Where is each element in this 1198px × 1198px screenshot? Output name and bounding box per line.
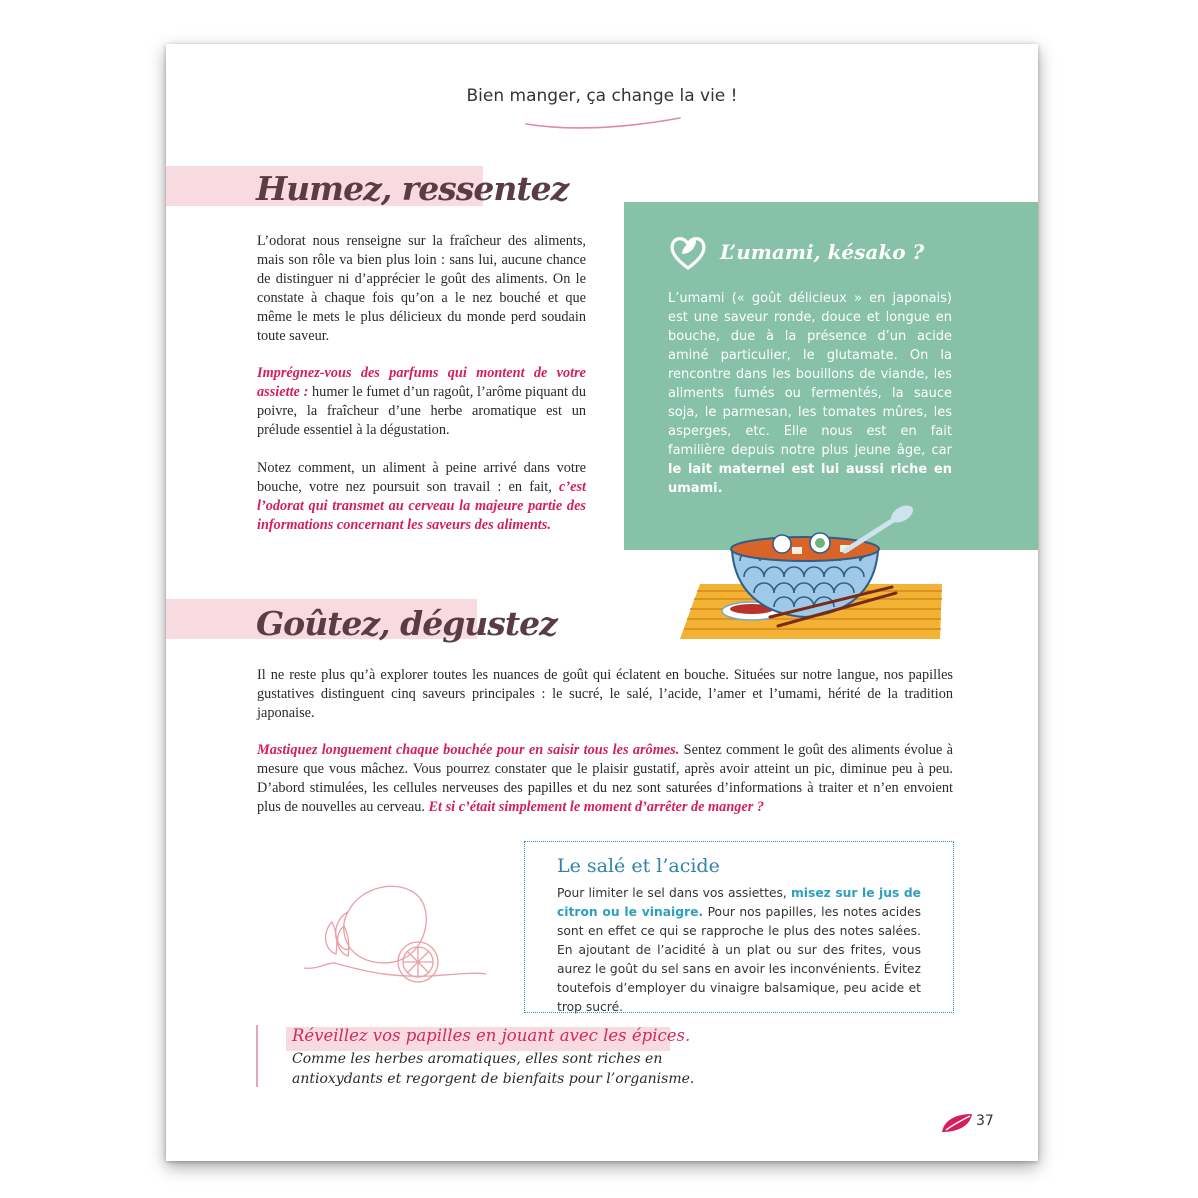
section2-paragraph-1: Il ne reste plus qu’à explorer toutes les nuances de goût qui éclatent en bouche. Situées sur notre langue, nos papilles gustatives distinguent cinq saveurs principales : le sucré, le salé, l’acide, l’amer et l’umami, hérité de la tradition japonaise.: [257, 667, 953, 721]
umami-text-body: L’umami (« goût délicieux » en japonais) est une saveur ronde, douce et longue en bouche, due à la présence d’un acide aminé particulier, le glutamate. On la rencontre dans les bouillons de viande, les aliments fumés ou fermentés, la sauce soja, le parmesan, les tomates mûres, les asperges, etc. Elle nous est en fait familière depuis notre plus jeune âge, car: [668, 291, 952, 458]
sale-box-text-rest: Pour nos papilles, les notes acides sont en effet ce qui se rapproche le plus des notes salées. En ajoutant de l’acidité à un plat ou sur des frites, vous aurez le goût du sel sans en avoir les inconvénients. Évitez toutefois d’employer du vinaigre balsamique, peu acide et trop sucré.: [557, 905, 921, 1014]
umami-title: L’umami, késako ?: [720, 240, 925, 264]
section2-title: Goûtez, dégustez: [256, 604, 557, 643]
sale-box-text-start: Pour limiter le sel dans vos assiettes,: [557, 886, 791, 900]
section1-paragraph-3: [257, 459, 586, 535]
sale-box-text: [557, 884, 921, 1017]
heart-leaf-icon: [668, 232, 708, 272]
tip-text: Comme les herbes aromatiques, elles sont riches en antioxydants et regorgent de bienfaits pour l’organisme.: [292, 1051, 695, 1087]
sale-acide-box: [524, 841, 954, 1013]
header-swash: [524, 114, 684, 132]
section2-p2-end-highlight: Et si c’était simplement le moment d’arrêter de manger ?: [428, 799, 765, 815]
bowl-illustration: [670, 489, 960, 649]
sale-box-highlight: misez sur le jus de citron ou le vinaigre.: [557, 886, 922, 919]
section2-paragraph-2: [257, 741, 953, 817]
section1-p3-text: Notez comment, un aliment à peine arrivé dans votre bouche, votre nez poursuit son travail : en fait,: [257, 460, 586, 495]
section1-paragraph-2: [257, 364, 586, 440]
page-number: 37: [976, 1113, 994, 1129]
book-page: [166, 44, 1038, 1161]
section1-p2-highlight: Imprégnez-vous des parfums qui montent de votre assiette :: [257, 365, 586, 400]
umami-text: [668, 289, 952, 498]
section1-p2-text: humer le fumet d’un ragoût, l’arôme piquant du poivre, la fraîcheur d’une herbe aromatique est un prélude essentiel à la dégustation.: [257, 384, 586, 438]
tip-accent-bar: [256, 1025, 258, 1087]
section1-paragraph-1: L’odorat nous renseigne sur la fraîcheur des aliments, mais son rôle va bien plus loin : sans lui, aucune chance de distinguer ni d’apprécier le goût des aliments. On le constate à chaque fois qu’on a le nez bouché et que même le mets le plus délicieux du monde perd soudain toute saveur.: [257, 233, 586, 344]
tip-title: Réveillez vos papilles en jouant avec les épices.: [292, 1026, 691, 1045]
lemon-illustration: [300, 874, 490, 984]
section1-p3-highlight: c’est l’odorat qui transmet au cerveau la majeure partie des informations concernant les saveurs des aliments.: [257, 479, 586, 533]
section1-title: Humez, ressentez: [256, 169, 569, 208]
section2-p2-text: Sentez comment le goût des aliments évolue à mesure que vous mâchez. Vous pourrez constater que le plaisir gustatif, après avoir atteint un pic, diminue peu à peu. D’abord stimulées, les cellules nerveuses des papilles et du nez sont saturées d’informations à traiter et n’en envoient plus de nouvelles au cerveau.: [257, 742, 953, 815]
umami-text-bold: le lait maternel est lui aussi riche en umami.: [668, 462, 952, 496]
sale-box-title: Le salé et l’acide: [557, 855, 720, 877]
section2-p2-highlight: Mastiquez longuement chaque bouchée pour en saisir tous les arômes.: [257, 742, 680, 758]
page-header: Bien manger, ça change la vie !: [466, 86, 738, 106]
leaf-icon: [940, 1112, 974, 1134]
